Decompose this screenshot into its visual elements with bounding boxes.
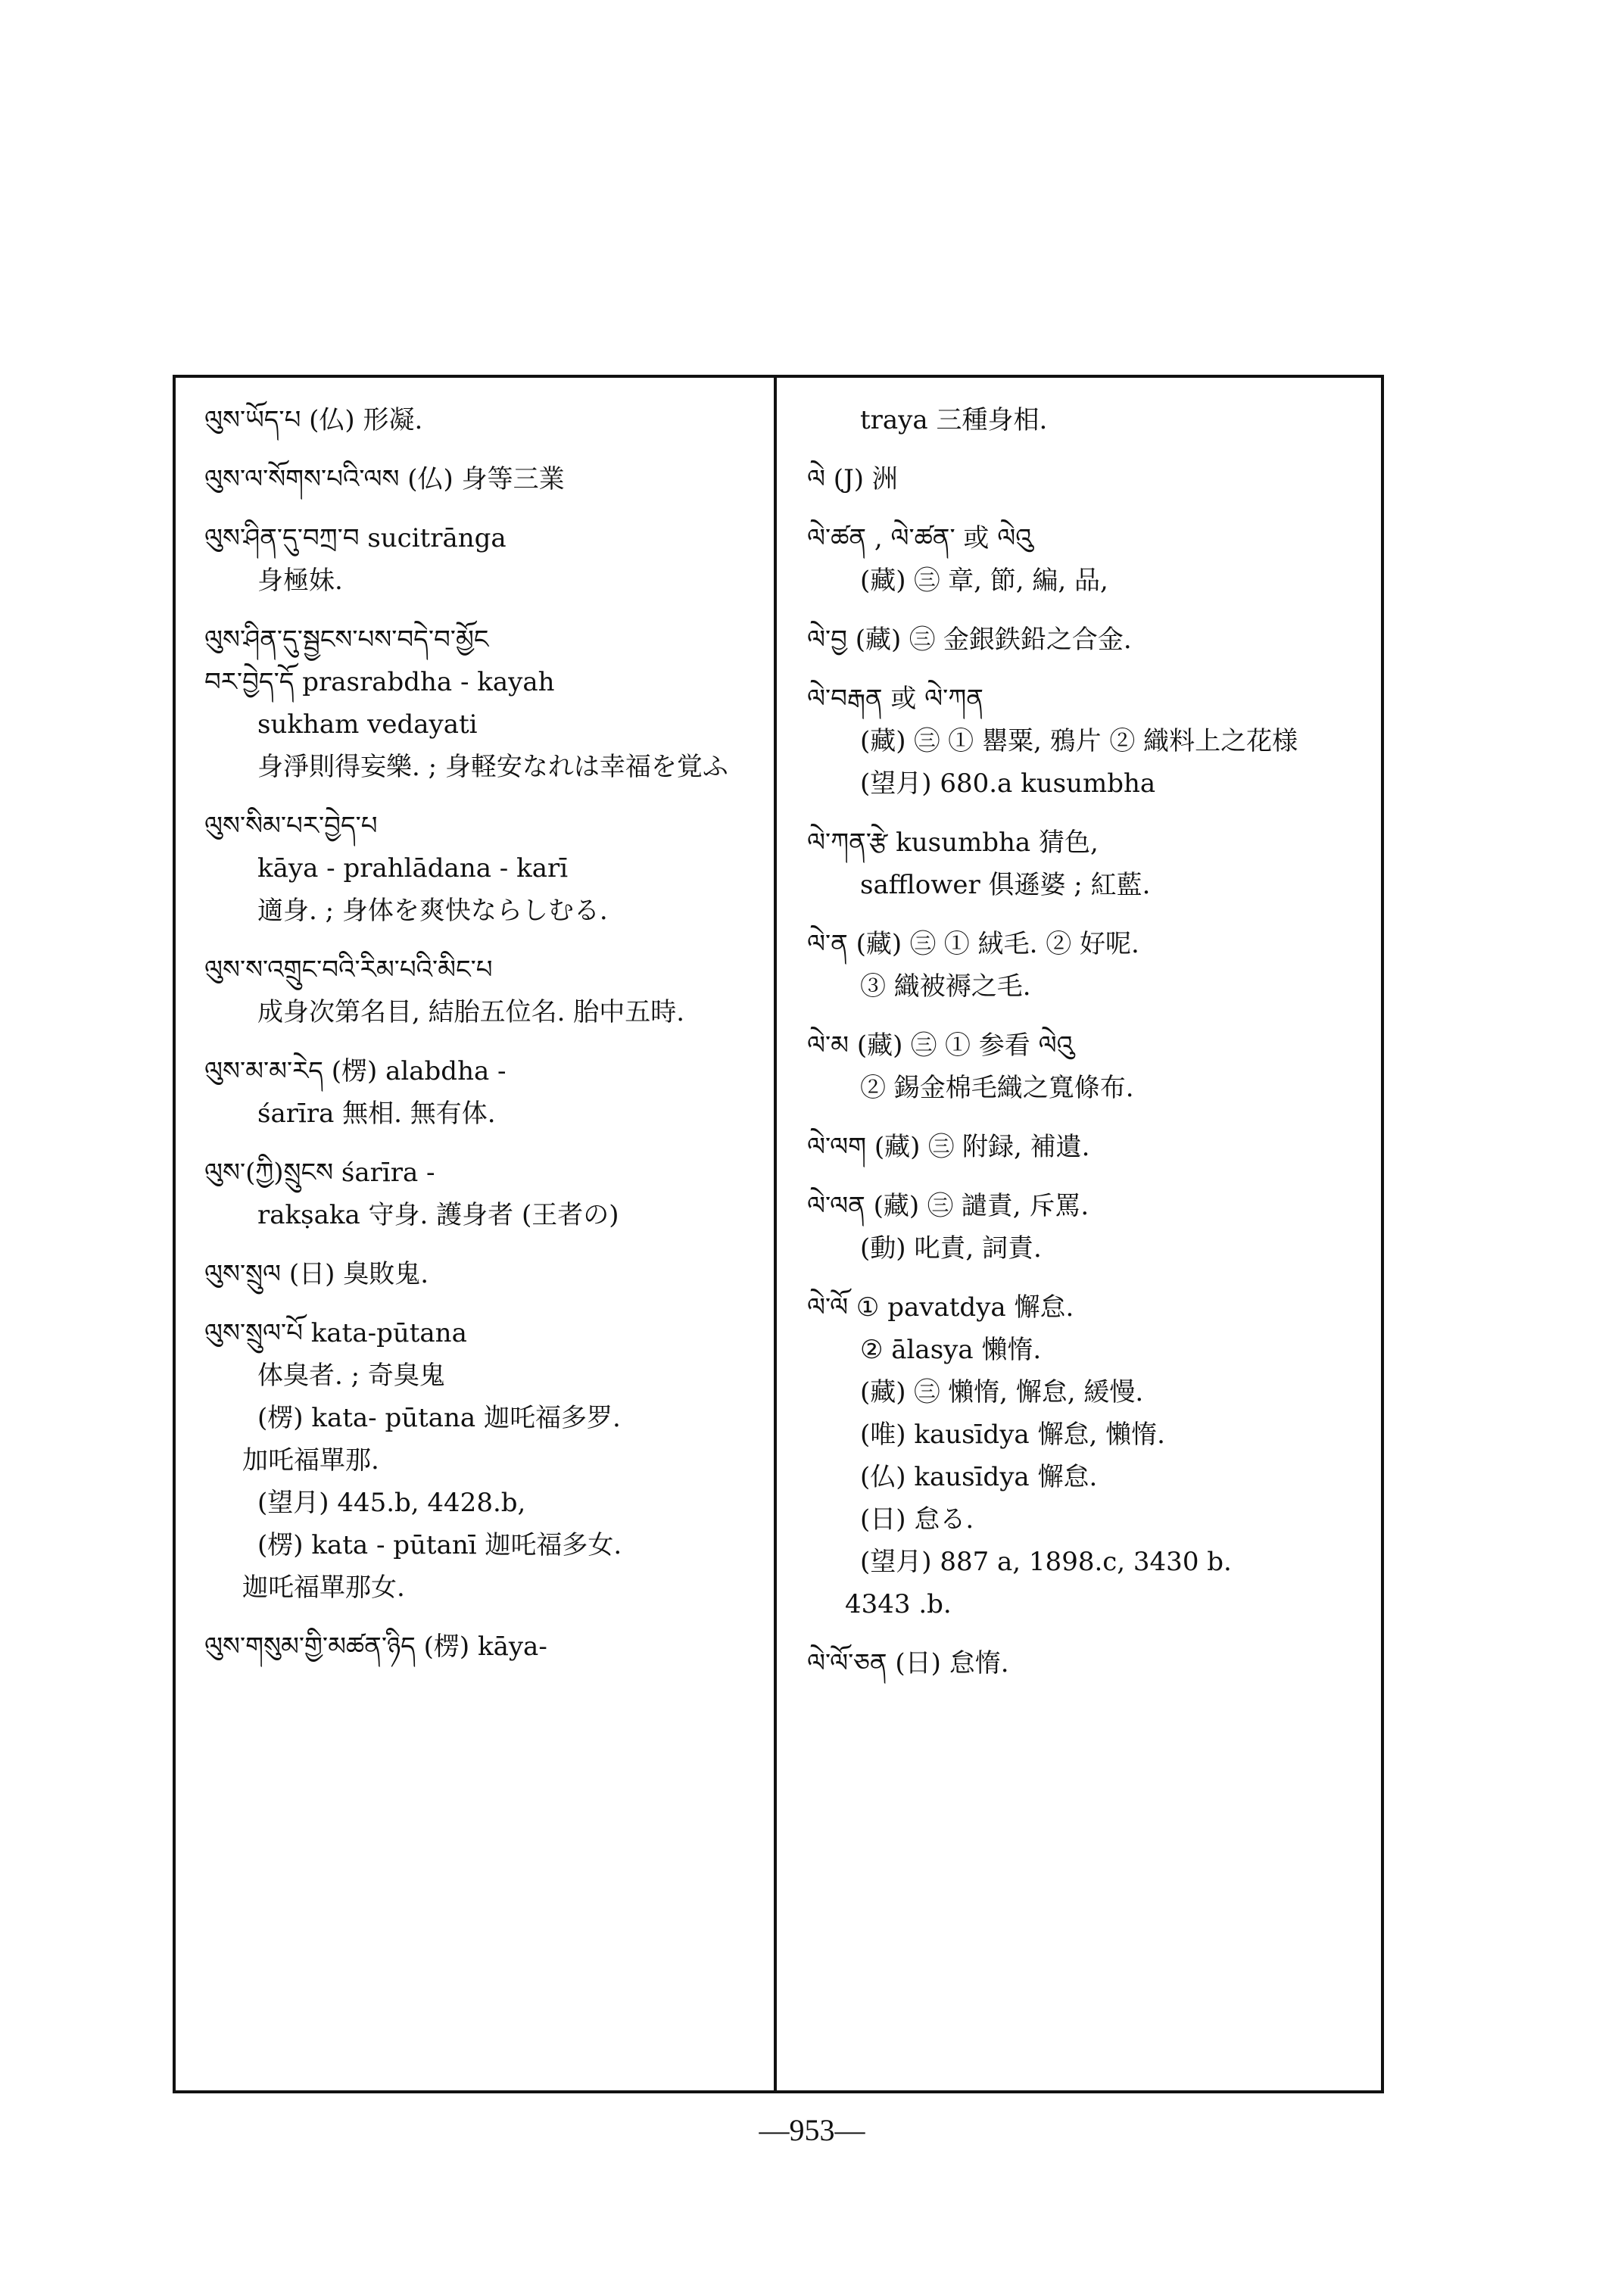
entry-headword-line: traya 三種身相. (860, 405, 1048, 435)
dictionary-entry (807, 1286, 1367, 1625)
dictionary-entry (204, 1050, 760, 1135)
entry-definition-line: ② 錫金棉毛織之寬條布. (860, 1073, 1134, 1103)
entry-headword-line: ལུས་ལ་སོགས་པའི་ལས (仏) 身等三業 (204, 464, 565, 494)
dictionary-entry (807, 458, 1367, 500)
entry-definition-line: 4343 .b. (845, 1589, 952, 1619)
dictionary-entry (807, 1642, 1367, 1685)
entry-headword-line: ལུས་ཤིན་དུ་སྦྱངས་པས་བདེ་བ་མྱོང (204, 625, 489, 655)
dictionary-entry (807, 821, 1367, 906)
dictionary-entry (204, 399, 760, 441)
entry-headword-line: ལེ་ལག (藏) ㊂ 附録, 補遺. (807, 1132, 1090, 1162)
entry-definition-line: 加吒福單那. (242, 1445, 379, 1476)
dictionary-entry (204, 458, 760, 500)
entry-definition-line: rakṣaka 守身. 護身者 (王者の) (257, 1200, 619, 1230)
entry-headword-line: ལེ་བྱ (藏) ㊂ 金銀鉄鉛之合金. (807, 625, 1132, 655)
entry-definition-line: ③ 織被褥之毛. (860, 971, 1031, 1002)
dictionary-entry (204, 1253, 760, 1295)
entry-definition-line: (望月) 445.b, 4428.b, (257, 1488, 526, 1518)
dictionary-entry (807, 923, 1367, 1008)
entry-headword-line: ལེ་ན (藏) ㊂ ① 絨毛. ② 好呢. (807, 929, 1139, 959)
dictionary-entry (204, 1625, 760, 1668)
entry-headword-line: ལུས་(ཀྱི)སྲུངས śarīra - (204, 1158, 435, 1188)
entry-headword-line: ལེ་བརྒན 或 ལེ་ཀན (807, 684, 983, 714)
entry-definition-line: 身淨則得妄樂. ; 身軽安なれは幸福を覚ふ (257, 752, 728, 782)
entry-definition-line: (望月) 887 a, 1898.c, 3430 b. (860, 1547, 1232, 1577)
entry-definition-line: (仏) kausīdya 懈怠. (860, 1462, 1098, 1492)
entry-headword-line: ལུས་སིམ་པར་བྱེད་པ (204, 811, 378, 841)
entry-headword-line: ལེ་ལོ་ཅན (日) 怠惰. (807, 1648, 1009, 1678)
dictionary-entry (204, 805, 760, 932)
entry-headword-line: ལེ་ལོ ① pavatdya 懈怠. (807, 1292, 1074, 1323)
entry-headword-line: ལུས་མ་མ་རེད (楞) alabdha - (204, 1056, 507, 1086)
left-column (176, 378, 774, 2090)
dictionary-entry (807, 678, 1367, 805)
entry-definition-line: 迦吒福單那女. (242, 1572, 405, 1603)
entry-definition-line: (動) 叱責, 詞責. (860, 1233, 1042, 1264)
entry-definition-line: (楞) kata - pūtanī 迦吒福多女. (257, 1530, 622, 1560)
entry-headword-line: ལུས་ཤིན་དུ་བཀྲ་བ sucitrānga (204, 523, 507, 553)
entry-headword-line: ལེ་ལན (藏) ㊂ 譴責, 斥罵. (807, 1191, 1089, 1221)
right-column (777, 378, 1381, 2090)
entry-headword-line: ལེ (J) 洲 (807, 464, 898, 494)
entry-definition-line: kāya - prahlādana - karī (257, 853, 569, 884)
entry-definition-line: safflower 俱遜婆 ; 紅藍. (860, 870, 1151, 900)
dictionary-entry (807, 1185, 1367, 1270)
entry-headword-line: ལུས་སྲུལ (日) 臭敗鬼. (204, 1259, 429, 1289)
entry-definition-line: (望月) 680.a kusumbha (860, 768, 1156, 799)
entry-headword-line: ལུས་གསུམ་གྱི་མཚན་ཉིད (楞) kāya- (204, 1632, 547, 1662)
entry-definition-line: (藏) ㊂ ① 罌粟, 鴉片 ② 織料上之花様 (860, 726, 1298, 756)
entry-definition-line: 適身. ; 身体を爽快ならしむる. (257, 896, 608, 926)
page-number: —953— (759, 2113, 865, 2147)
entry-definition-line: (唯) kausīdya 懈怠, 懶惰. (860, 1420, 1165, 1450)
dictionary-entry (807, 1024, 1367, 1109)
dictionary-entry (204, 1152, 760, 1236)
entry-definition-line: 身極妹. (257, 566, 343, 596)
dictionary-entry (204, 1312, 760, 1609)
entry-headword-line: ལུས་ས་འགྲུང་བའི་རིམ་པའི་མིང་པ (204, 955, 493, 985)
dictionary-entry (807, 517, 1367, 602)
entry-headword-line: ལེ་ཚན , ལེ་ཚན་ 或 ལེའུ (807, 523, 1033, 553)
entry-headword-line: ལེ་མ (藏) ㊂ ① 参看 ལེའུ (807, 1030, 1074, 1061)
entry-definition-line: sukham vedayati (257, 709, 478, 740)
entry-headword-line: ལུས་སྲུལ་པོ kata-pūtana (204, 1318, 467, 1348)
entry-headword-line: ལེ་ཀན་རྩེ kusumbha 猜色, (807, 828, 1099, 858)
dictionary-entry (807, 619, 1367, 661)
entry-definition-line: ② ālasya 懶惰. (860, 1335, 1042, 1365)
entry-definition-line: (藏) ㊂ 懶惰, 懈怠, 緩慢. (860, 1377, 1144, 1407)
entry-definition-line: (藏) ㊂ 章, 節, 編, 品, (860, 566, 1108, 596)
dictionary-entry (204, 619, 760, 788)
dictionary-entry (807, 1126, 1367, 1168)
entry-definition-line: 成身次第名目, 結胎五位名. 胎中五時. (257, 997, 685, 1027)
dictionary-entry (204, 949, 760, 1033)
entry-headword-line: ལུས་ཡོད་པ (仏) 形凝. (204, 405, 423, 435)
entry-definition-line: 体臭者. ; 奇臭鬼 (257, 1361, 445, 1391)
dictionary-entry (204, 517, 760, 602)
dictionary-page-frame (173, 375, 1384, 2093)
entry-definition-line: (楞) kata- pūtana 迦吒福多罗. (257, 1403, 621, 1433)
entry-definition-line: śarīra 無相. 無有体. (257, 1099, 496, 1129)
entry-definition-line: (日) 怠る. (860, 1504, 974, 1535)
entry-definition-line: བར་བྱེད་དོ prasrabdha - kayah (204, 667, 555, 697)
dictionary-entry (807, 399, 1367, 441)
